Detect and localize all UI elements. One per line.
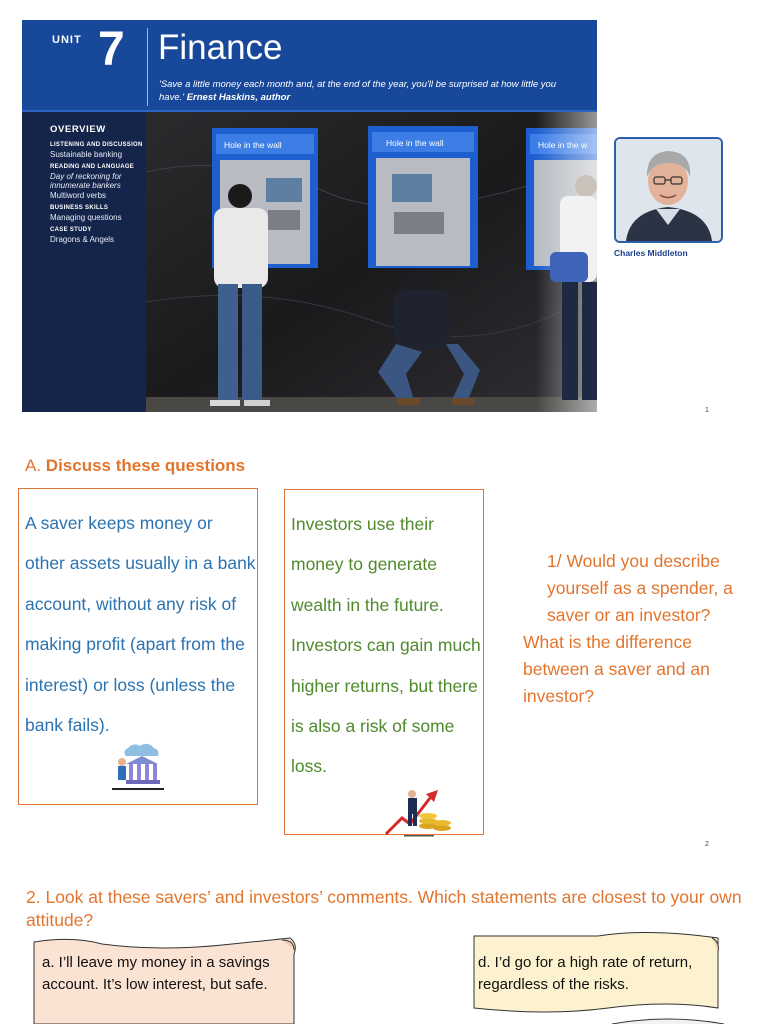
atm-sign: Hole in the wall [224, 140, 282, 150]
portrait-photo [614, 137, 723, 243]
portrait-image [616, 139, 721, 241]
unit-quote [159, 78, 579, 104]
unit-title: Finance [158, 28, 283, 67]
saver-definition: A saver keeps money or other assets usually in a bank account, without any risk of making profit (apart from the interest) or loss (unless the bank fails). [25, 513, 256, 736]
overview-section: CASE STUDY [50, 227, 92, 233]
overview-topic: Day of reckoning for innumerate bankers [50, 171, 122, 190]
page-number: 1 [705, 407, 709, 414]
overview-topic: Dragons & Angels [50, 234, 115, 244]
quote-author: Ernest Haskins, author [186, 92, 291, 103]
unit-number: 7 [98, 23, 125, 76]
atm-photo [146, 112, 597, 412]
overview-topic: Sustainable banking [50, 149, 123, 159]
heading-text: Discuss these questions [45, 456, 246, 475]
overview-item [50, 205, 144, 222]
portrait-caption: Charles Middleton [614, 248, 688, 258]
question-2: What is the difference between a saver and an investor? [523, 632, 710, 706]
page-number: 2 [705, 841, 709, 848]
next-comment-scroll [608, 1014, 728, 1024]
investor-definition: Investors use their money to generate wealth in the future. Investors can gain much higher returns, but there is also a risk of some loss. [291, 514, 481, 777]
overview-section: LISTENING AND DISCUSSION [50, 142, 143, 148]
attitude-instruction: 2. Look at these savers’ and investors’ comments. Which statements are closest to your own attitude? [26, 887, 742, 930]
banner-divider [147, 28, 148, 106]
unit-banner [22, 20, 597, 112]
quote-text: 'Save a little money each month and, at the end of the year, you'll be surprised at how little you have.' [159, 79, 557, 103]
overview-section: BUSINESS SKILLS [50, 205, 109, 211]
heading-prefix: A. [25, 456, 42, 475]
overview-item [50, 142, 144, 159]
question-1: 1/ Would you describe yourself as a spender, a saver or an investor? [547, 551, 733, 625]
comment-d: d. I’d go for a high rate of return, regardless of the risks. [478, 954, 693, 993]
atm-sign: Hole in the wall [386, 138, 444, 148]
comment-a: a. I’ll leave my money in a savings account. It’s low interest, but safe. [42, 954, 270, 993]
unit-cover [22, 20, 597, 412]
overview-item [50, 227, 144, 244]
overview-section: READING AND LANGUAGE [50, 164, 135, 170]
atm-scene [146, 112, 597, 412]
discuss-heading [25, 456, 245, 476]
atm-machine [368, 126, 478, 268]
overview-topic: Multiword verbs [50, 190, 107, 200]
discussion-questions [517, 548, 752, 710]
overview-heading: OVERVIEW [50, 124, 106, 135]
investor-growth-icon [384, 784, 454, 843]
overview-topic: Managing questions [50, 212, 122, 222]
overview-panel [22, 112, 146, 412]
unit-label: UNIT [52, 34, 82, 46]
overview-item [50, 164, 144, 200]
overview-list [50, 142, 144, 249]
bank-saver-icon [112, 742, 164, 795]
